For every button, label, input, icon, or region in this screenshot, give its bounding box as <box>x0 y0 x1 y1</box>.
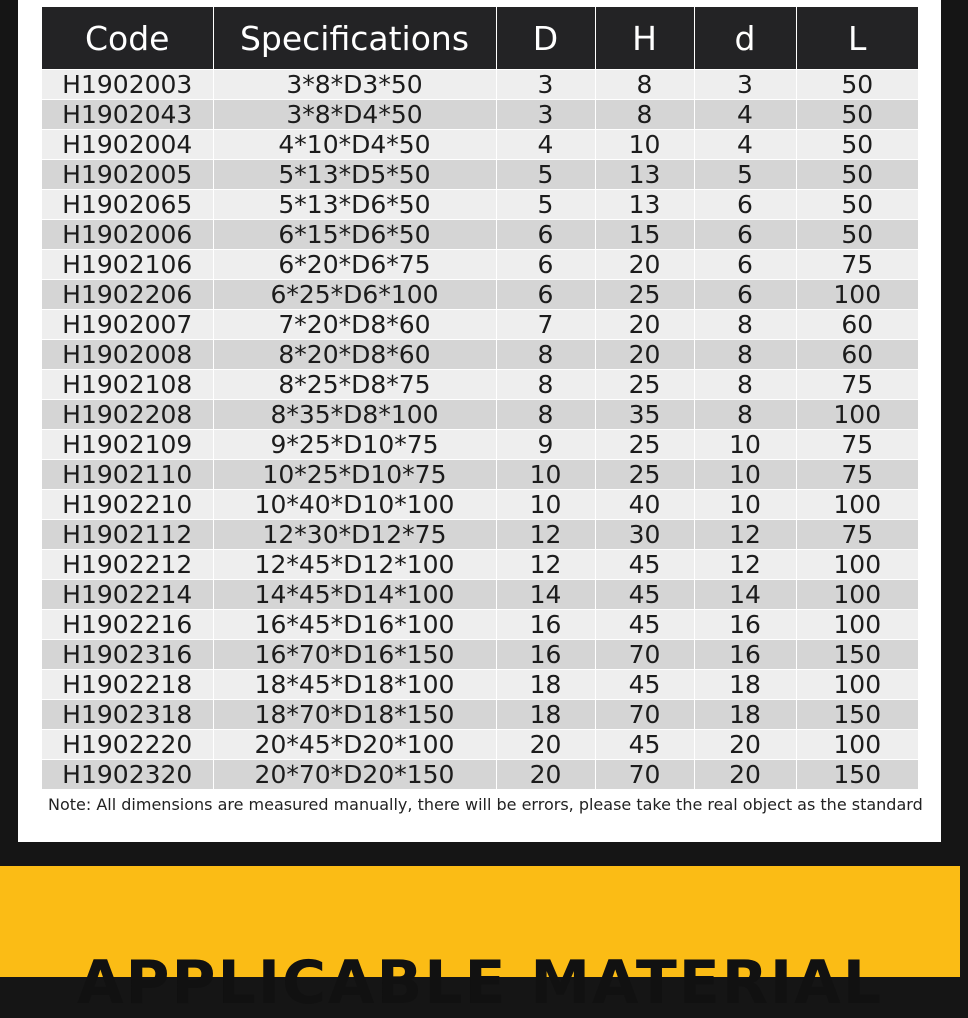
cell-code: H1902043 <box>42 100 213 130</box>
cell-l: 50 <box>796 130 918 160</box>
cell-l: 100 <box>796 670 918 700</box>
cell-h: 45 <box>595 730 694 760</box>
column-header-code: Code <box>42 7 213 70</box>
cell-code: H1902320 <box>42 760 213 790</box>
cell-d-upper: 10 <box>496 460 595 490</box>
cell-h: 25 <box>595 460 694 490</box>
measurement-note: Note: All dimensions are measured manually, there will be errors, please take the real object as the standard <box>48 795 923 814</box>
cell-h: 45 <box>595 670 694 700</box>
cell-h: 70 <box>595 700 694 730</box>
cell-h: 45 <box>595 610 694 640</box>
cell-d-upper: 8 <box>496 340 595 370</box>
cell-code: H1902318 <box>42 700 213 730</box>
cell-l: 100 <box>796 730 918 760</box>
cell-h: 20 <box>595 310 694 340</box>
cell-code: H1902004 <box>42 130 213 160</box>
cell-h: 13 <box>595 190 694 220</box>
column-header-l: L <box>796 7 918 70</box>
column-header-h: H <box>595 7 694 70</box>
cell-specifications: 18*70*D18*150 <box>213 700 496 730</box>
table-row <box>42 550 918 580</box>
cell-l: 100 <box>796 280 918 310</box>
cell-d-lower: 20 <box>694 760 796 790</box>
cell-code: H1902003 <box>42 70 213 100</box>
cell-h: 25 <box>595 370 694 400</box>
cell-h: 25 <box>595 280 694 310</box>
cell-code: H1902210 <box>42 490 213 520</box>
table-row <box>42 760 918 790</box>
header-row <box>42 7 918 70</box>
cell-d-lower: 4 <box>694 130 796 160</box>
cell-d-lower: 18 <box>694 700 796 730</box>
cell-d-upper: 16 <box>496 610 595 640</box>
cell-d-upper: 6 <box>496 250 595 280</box>
cell-h: 13 <box>595 160 694 190</box>
cell-code: H1902005 <box>42 160 213 190</box>
cell-h: 8 <box>595 70 694 100</box>
cell-specifications: 9*25*D10*75 <box>213 430 496 460</box>
table-row <box>42 640 918 670</box>
cell-specifications: 18*45*D18*100 <box>213 670 496 700</box>
table-row <box>42 490 918 520</box>
cell-d-lower: 6 <box>694 220 796 250</box>
cell-specifications: 10*25*D10*75 <box>213 460 496 490</box>
cell-d-lower: 8 <box>694 340 796 370</box>
cell-h: 20 <box>595 340 694 370</box>
cell-code: H1902214 <box>42 580 213 610</box>
cell-specifications: 7*20*D8*60 <box>213 310 496 340</box>
cell-l: 150 <box>796 700 918 730</box>
cell-l: 50 <box>796 190 918 220</box>
cell-specifications: 20*70*D20*150 <box>213 760 496 790</box>
cell-code: H1902007 <box>42 310 213 340</box>
specification-table <box>42 7 918 789</box>
table-body <box>42 70 918 790</box>
cell-specifications: 3*8*D4*50 <box>213 100 496 130</box>
cell-specifications: 12*45*D12*100 <box>213 550 496 580</box>
cell-code: H1902108 <box>42 370 213 400</box>
cell-l: 50 <box>796 70 918 100</box>
cell-d-lower: 16 <box>694 610 796 640</box>
cell-d-upper: 8 <box>496 370 595 400</box>
cell-d-lower: 6 <box>694 280 796 310</box>
cell-code: H1902065 <box>42 190 213 220</box>
cell-specifications: 6*25*D6*100 <box>213 280 496 310</box>
column-header-specifications: Specifications <box>213 7 496 70</box>
cell-h: 70 <box>595 760 694 790</box>
cell-specifications: 3*8*D3*50 <box>213 70 496 100</box>
cell-d-lower: 3 <box>694 70 796 100</box>
table-row <box>42 700 918 730</box>
cell-d-upper: 9 <box>496 430 595 460</box>
cell-code: H1902112 <box>42 520 213 550</box>
cell-l: 50 <box>796 160 918 190</box>
cell-code: H1902109 <box>42 430 213 460</box>
cell-d-upper: 10 <box>496 490 595 520</box>
cell-l: 100 <box>796 400 918 430</box>
table-row <box>42 100 918 130</box>
cell-specifications: 6*20*D6*75 <box>213 250 496 280</box>
table-row <box>42 70 918 100</box>
cell-l: 100 <box>796 610 918 640</box>
cell-d-lower: 10 <box>694 430 796 460</box>
cell-d-lower: 8 <box>694 310 796 340</box>
banner-title: APPLICABLE MATERIAL <box>77 948 883 1018</box>
cell-d-upper: 3 <box>496 70 595 100</box>
cell-specifications: 16*70*D16*150 <box>213 640 496 670</box>
cell-d-upper: 12 <box>496 550 595 580</box>
cell-l: 75 <box>796 460 918 490</box>
cell-specifications: 14*45*D14*100 <box>213 580 496 610</box>
cell-l: 100 <box>796 550 918 580</box>
cell-d-upper: 6 <box>496 280 595 310</box>
cell-l: 75 <box>796 250 918 280</box>
cell-l: 50 <box>796 100 918 130</box>
cell-d-upper: 4 <box>496 130 595 160</box>
cell-d-lower: 12 <box>694 550 796 580</box>
cell-d-lower: 4 <box>694 100 796 130</box>
cell-h: 70 <box>595 640 694 670</box>
cell-code: H1902212 <box>42 550 213 580</box>
cell-l: 75 <box>796 430 918 460</box>
table-row <box>42 580 918 610</box>
cell-d-lower: 12 <box>694 520 796 550</box>
cell-specifications: 8*25*D8*75 <box>213 370 496 400</box>
cell-h: 40 <box>595 490 694 520</box>
table-row <box>42 130 918 160</box>
column-header-d-lower: d <box>694 7 796 70</box>
cell-code: H1902110 <box>42 460 213 490</box>
cell-d-upper: 5 <box>496 190 595 220</box>
cell-l: 75 <box>796 370 918 400</box>
cell-specifications: 8*20*D8*60 <box>213 340 496 370</box>
cell-code: H1902206 <box>42 280 213 310</box>
table-row <box>42 520 918 550</box>
cell-d-lower: 20 <box>694 730 796 760</box>
cell-h: 30 <box>595 520 694 550</box>
cell-code: H1902316 <box>42 640 213 670</box>
table-row <box>42 250 918 280</box>
table-row <box>42 370 918 400</box>
cell-specifications: 5*13*D5*50 <box>213 160 496 190</box>
cell-h: 20 <box>595 250 694 280</box>
table-row <box>42 220 918 250</box>
cell-specifications: 5*13*D6*50 <box>213 190 496 220</box>
cell-l: 100 <box>796 490 918 520</box>
cell-d-lower: 10 <box>694 490 796 520</box>
cell-code: H1902218 <box>42 670 213 700</box>
cell-d-lower: 6 <box>694 250 796 280</box>
cell-l: 150 <box>796 760 918 790</box>
cell-d-upper: 20 <box>496 730 595 760</box>
table-row <box>42 310 918 340</box>
cell-d-upper: 12 <box>496 520 595 550</box>
table-row <box>42 430 918 460</box>
cell-d-upper: 6 <box>496 220 595 250</box>
cell-specifications: 10*40*D10*100 <box>213 490 496 520</box>
cell-d-upper: 5 <box>496 160 595 190</box>
cell-d-lower: 5 <box>694 160 796 190</box>
cell-h: 15 <box>595 220 694 250</box>
cell-d-upper: 3 <box>496 100 595 130</box>
cell-code: H1902220 <box>42 730 213 760</box>
cell-specifications: 12*30*D12*75 <box>213 520 496 550</box>
cell-d-lower: 10 <box>694 460 796 490</box>
cell-d-lower: 8 <box>694 370 796 400</box>
cell-d-upper: 7 <box>496 310 595 340</box>
cell-specifications: 20*45*D20*100 <box>213 730 496 760</box>
cell-d-upper: 18 <box>496 700 595 730</box>
cell-d-lower: 14 <box>694 580 796 610</box>
cell-h: 10 <box>595 130 694 160</box>
cell-code: H1902006 <box>42 220 213 250</box>
cell-specifications: 16*45*D16*100 <box>213 610 496 640</box>
table-row <box>42 340 918 370</box>
cell-h: 25 <box>595 430 694 460</box>
cell-h: 35 <box>595 400 694 430</box>
cell-d-lower: 8 <box>694 400 796 430</box>
column-header-d-upper: D <box>496 7 595 70</box>
cell-l: 60 <box>796 310 918 340</box>
cell-d-upper: 14 <box>496 580 595 610</box>
cell-d-lower: 6 <box>694 190 796 220</box>
cell-d-upper: 20 <box>496 760 595 790</box>
cell-l: 100 <box>796 580 918 610</box>
table-row <box>42 280 918 310</box>
cell-specifications: 8*35*D8*100 <box>213 400 496 430</box>
cell-code: H1902008 <box>42 340 213 370</box>
cell-l: 75 <box>796 520 918 550</box>
table-row <box>42 160 918 190</box>
cell-d-lower: 16 <box>694 640 796 670</box>
cell-specifications: 6*15*D6*50 <box>213 220 496 250</box>
cell-l: 50 <box>796 220 918 250</box>
cell-h: 45 <box>595 580 694 610</box>
cell-d-upper: 18 <box>496 670 595 700</box>
cell-h: 45 <box>595 550 694 580</box>
table-row <box>42 460 918 490</box>
cell-l: 150 <box>796 640 918 670</box>
table-row <box>42 730 918 760</box>
cell-specifications: 4*10*D4*50 <box>213 130 496 160</box>
cell-d-lower: 18 <box>694 670 796 700</box>
cell-code: H1902216 <box>42 610 213 640</box>
cell-h: 8 <box>595 100 694 130</box>
cell-d-upper: 8 <box>496 400 595 430</box>
table-row <box>42 610 918 640</box>
table-row <box>42 400 918 430</box>
cell-code: H1902208 <box>42 400 213 430</box>
cell-code: H1902106 <box>42 250 213 280</box>
table-header <box>42 7 918 70</box>
table-row <box>42 670 918 700</box>
applicable-material-banner <box>0 866 960 1018</box>
cell-d-upper: 16 <box>496 640 595 670</box>
spec-panel <box>18 0 941 842</box>
table-row <box>42 190 918 220</box>
cell-l: 60 <box>796 340 918 370</box>
